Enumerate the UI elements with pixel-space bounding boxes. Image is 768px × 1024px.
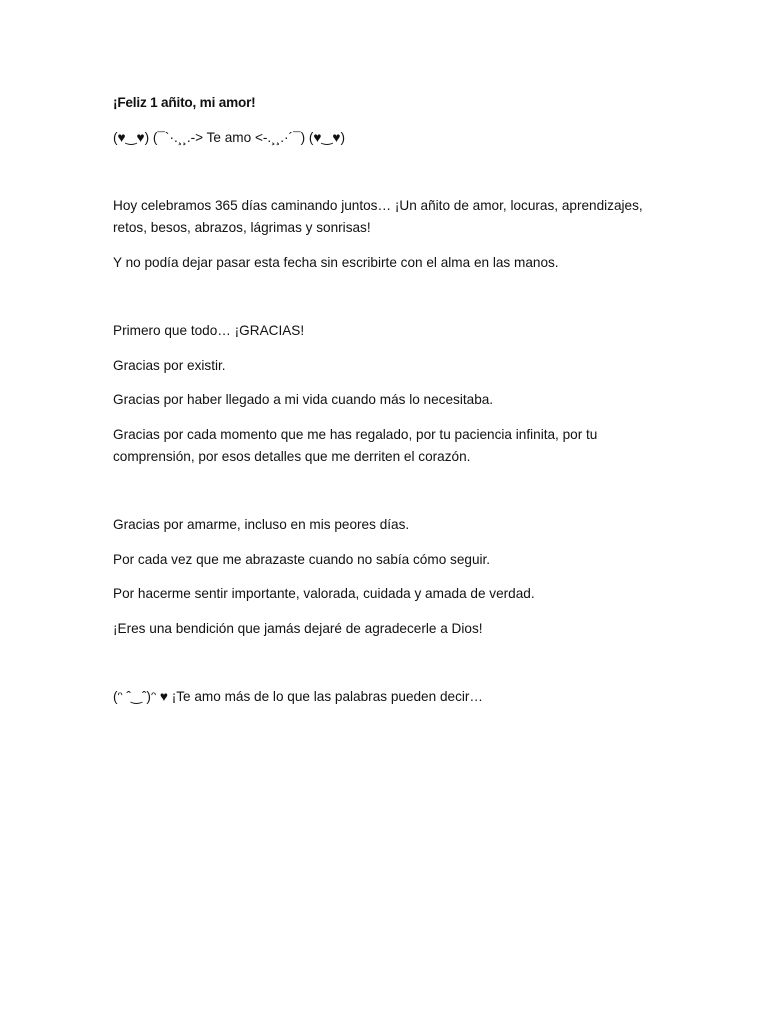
paragraph: ¡Eres una bendición que jamás dejaré de agradecerle a Dios! — [113, 620, 483, 636]
paragraph-gap — [113, 161, 658, 195]
paragraph: Gracias por amarme, incluso en mis peores días. — [113, 517, 410, 532]
kaomoji-line: (♥‿♥) (¯`·.¸¸.-> Te amo <-.¸¸.·´¯) (♥‿♥) — [113, 129, 346, 145]
paragraph: Por cada vez que me abrazaste cuando no sabía cómo seguir. — [113, 551, 491, 567]
paragraph: Y no podía dejar pasar esta fecha sin escribirte con el alma en las manos. — [113, 254, 559, 270]
closing-line: (ᵔ ˆ‿ˆ)ᵔ ♥ ¡Te amo más de lo que las palabras pueden decir… — [113, 689, 484, 704]
paragraph-gap — [113, 286, 658, 320]
document-title: ¡Feliz 1 añito, mi amor! — [113, 95, 256, 110]
paragraph: Primero que todo… ¡GRACIAS! — [113, 323, 305, 338]
paragraph: Gracias por haber llegado a mi vida cuando más lo necesitaba. — [113, 392, 494, 407]
paragraph: Por hacerme sentir importante, valorada, cuidada y amada de verdad. — [113, 586, 535, 601]
paragraph: Gracias por existir. — [113, 357, 226, 373]
paragraph: Gracias por cada momento que me has regalado, por tu paciencia infinita, por tu comprensión, por esos detalles que me derriten el corazón. — [113, 426, 598, 464]
document-body — [113, 92, 658, 721]
paragraph-gap — [113, 480, 658, 514]
paragraph: Hoy celebramos 365 días caminando juntos… ¡Un añito de amor, locuras, aprendizajes, retos, besos, abrazos, lágrimas y sonrisas! — [113, 198, 643, 235]
paragraph-gap — [113, 652, 658, 686]
